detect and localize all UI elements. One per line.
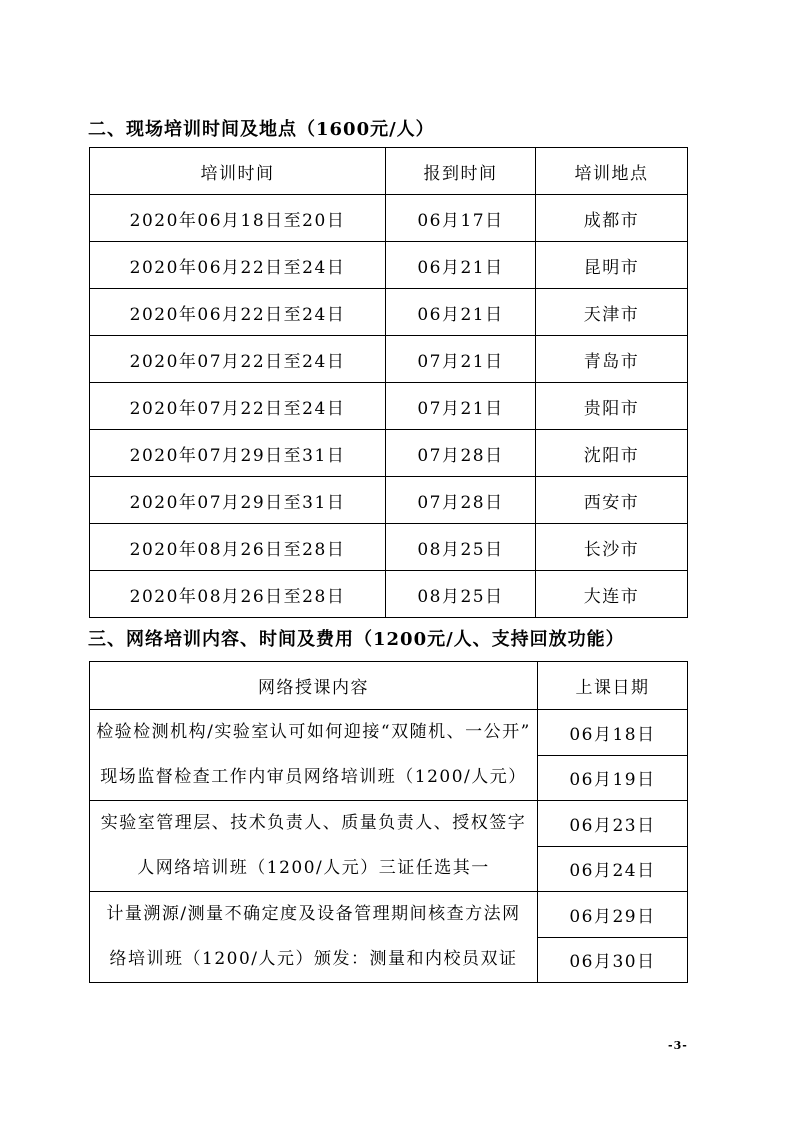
training-period: 2020年06月22日至24日 [90, 242, 386, 289]
course-description [90, 801, 538, 892]
training-period: 2020年06月18日至20日 [90, 195, 386, 242]
checkin-date: 07月21日 [386, 336, 536, 383]
table-header-row [90, 662, 688, 710]
table-row [90, 430, 688, 477]
checkin-date: 06月21日 [386, 242, 536, 289]
page-number: -3- [668, 1039, 688, 1052]
location-city: 长沙市 [536, 524, 688, 571]
location-city: 贵阳市 [536, 383, 688, 430]
table-header-row [90, 148, 688, 195]
table-row [90, 571, 688, 618]
checkin-date: 06月21日 [386, 289, 536, 336]
training-period: 2020年06月22日至24日 [90, 289, 386, 336]
checkin-date: 07月28日 [386, 477, 536, 524]
training-period: 2020年07月29日至31日 [90, 430, 386, 477]
class-date: 06月19日 [538, 755, 688, 801]
checkin-date: 08月25日 [386, 524, 536, 571]
course-description [90, 710, 538, 801]
table-row [90, 477, 688, 524]
table-row [90, 336, 688, 383]
header-training-period: 培训时间 [90, 148, 386, 195]
training-period: 2020年07月22日至24日 [90, 336, 386, 383]
class-date: 06月24日 [538, 846, 688, 892]
class-date: 06月23日 [538, 801, 688, 847]
course-line: 人网络培训班（1200/人元）三证任选其一 [137, 858, 490, 878]
location-city: 大连市 [536, 571, 688, 618]
location-city: 昆明市 [536, 242, 688, 289]
training-period: 2020年08月26日至28日 [90, 524, 386, 571]
table-row [90, 195, 688, 242]
location-city: 青岛市 [536, 336, 688, 383]
checkin-date: 06月17日 [386, 195, 536, 242]
location-city: 天津市 [536, 289, 688, 336]
course-line: 计量溯源/测量不确定度及设备管理期间核查方法网 [106, 904, 521, 924]
header-class-date: 上课日期 [538, 662, 688, 710]
header-checkin-date: 报到时间 [386, 148, 536, 195]
online-course-table [89, 661, 688, 983]
training-period: 2020年07月22日至24日 [90, 383, 386, 430]
class-date: 06月30日 [538, 937, 688, 983]
table-row [90, 892, 688, 938]
course-line: 现场监督检查工作内审员网络培训班（1200/人元） [100, 767, 527, 787]
location-city: 成都市 [536, 195, 688, 242]
header-course-content: 网络授课内容 [90, 662, 538, 710]
location-city: 西安市 [536, 477, 688, 524]
table-row [90, 289, 688, 336]
table-row [90, 383, 688, 430]
table-row [90, 242, 688, 289]
section3-heading: 三、网络培训内容、时间及费用（1200元/人、支持回放功能） [88, 629, 625, 650]
course-line: 检验检测机构/实验室认可如何迎接“双随机、一公开” [96, 722, 531, 742]
checkin-date: 07月21日 [386, 383, 536, 430]
course-description [90, 892, 538, 983]
class-date: 06月18日 [538, 710, 688, 756]
training-period: 2020年07月29日至31日 [90, 477, 386, 524]
checkin-date: 07月28日 [386, 430, 536, 477]
checkin-date: 08月25日 [386, 571, 536, 618]
course-line: 实验室管理层、技术负责人、质量负责人、授权签字 [100, 813, 527, 833]
header-location: 培训地点 [536, 148, 688, 195]
location-city: 沈阳市 [536, 430, 688, 477]
course-line: 络培训班（1200/人元）颁发：测量和内校员双证 [109, 949, 518, 969]
table-row [90, 801, 688, 847]
section2-heading: 二、现场培训时间及地点（1600元/人） [88, 119, 435, 140]
class-date: 06月29日 [538, 892, 688, 938]
onsite-schedule-table [89, 147, 688, 618]
training-period: 2020年08月26日至28日 [90, 571, 386, 618]
table-row [90, 524, 688, 571]
table-row [90, 710, 688, 756]
